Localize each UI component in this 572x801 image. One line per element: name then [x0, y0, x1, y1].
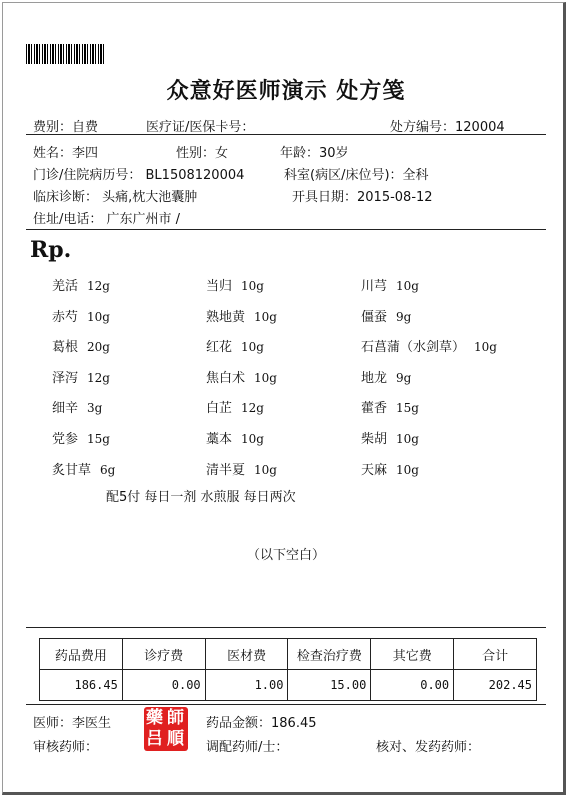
department: 科室(病区/床位号)：全科 [284, 168, 429, 183]
herb-name: 柴胡 [361, 432, 388, 447]
herb-item [52, 275, 110, 294]
fee-header: 合计 [454, 639, 537, 670]
seal-char: 順 [167, 729, 184, 749]
record-number: 门诊/住院病历号： BL1508120004 [33, 168, 245, 183]
herb-item [52, 459, 115, 478]
herb-dose: 10g [396, 462, 419, 477]
herb-name: 川芎 [361, 279, 388, 294]
address: 住址/电话： 广东广州市 / [33, 212, 181, 227]
herb-dose: 12g [87, 370, 110, 385]
fee-value: 15.00 [288, 670, 371, 701]
herb-name: 泽泻 [52, 370, 79, 386]
barcode [26, 44, 104, 64]
herb-item [361, 397, 419, 416]
herb-dose: 15g [396, 401, 419, 416]
rp-symbol: Rp. [30, 237, 72, 263]
herb-item [52, 306, 110, 325]
herb-item [52, 336, 110, 355]
diagnosis: 临床诊断： 头痛,枕大池囊肿 [33, 190, 198, 205]
fee-header: 诊疗费 [122, 639, 205, 670]
herb-dose: 9g [396, 309, 412, 324]
herb-name: 石菖蒲（水剑草） [361, 340, 466, 356]
divider [26, 704, 546, 705]
herb-dose: 9g [396, 370, 412, 385]
herb-name: 白芷 [206, 401, 233, 417]
patient-name: 姓名：李四 [33, 146, 99, 161]
herb-dose: 12g [87, 279, 110, 293]
fee-value: 202.45 [454, 670, 537, 701]
herb-name: 地龙 [361, 370, 388, 386]
patient-gender: 性别：女 [176, 146, 229, 161]
herb-name: 葛根 [52, 340, 79, 356]
herb-name: 焦白术 [206, 370, 246, 386]
medical-card-label: 医疗证/医保卡号： [146, 120, 255, 135]
fee-header: 医材费 [205, 639, 288, 670]
herb-item [361, 275, 419, 294]
herb-dose: 3g [87, 401, 103, 416]
seal-char: 師 [167, 708, 184, 728]
reviewer: 审核药师： [33, 740, 99, 755]
herb-dose: 10g [241, 340, 264, 355]
herb-name: 僵蚕 [361, 309, 388, 325]
herb-dose: 10g [396, 432, 419, 446]
herb-dose: 10g [254, 309, 277, 324]
seal-char: 吕 [146, 729, 163, 749]
herb-item [361, 428, 419, 447]
herb-item [361, 336, 497, 355]
doctor: 医师：李医生 [33, 716, 112, 731]
herb-item [206, 428, 264, 447]
drug-amount: 药品金额：186.45 [206, 716, 317, 731]
herb-item [206, 306, 277, 325]
herb-name: 羌活 [52, 279, 79, 294]
herb-dose: 20g [87, 340, 110, 355]
herb-dose: 10g [241, 432, 264, 446]
pharmacist-seal [144, 707, 188, 751]
issue-date: 开具日期：2015-08-12 [292, 190, 433, 205]
checker: 核对、发药药师： [376, 740, 481, 755]
fee-table [39, 638, 537, 701]
seal-char: 藥 [146, 708, 163, 728]
herb-name: 红花 [206, 340, 233, 356]
herb-item [361, 459, 419, 478]
herb-item [206, 459, 277, 478]
herb-dose: 10g [241, 279, 264, 293]
divider [26, 134, 546, 135]
herb-name: 清半夏 [206, 462, 246, 478]
herb-item [206, 397, 264, 416]
herb-item [52, 367, 110, 386]
fee-header: 药品费用 [40, 639, 123, 670]
fee-value: 186.45 [40, 670, 123, 701]
divider [26, 229, 546, 230]
fee-type: 费别：自费 [33, 120, 99, 135]
herb-name: 炙甘草 [52, 462, 92, 478]
divider [26, 627, 546, 628]
herb-item [52, 397, 102, 416]
herb-dose: 10g [254, 370, 277, 385]
herb-name: 藁本 [206, 432, 233, 447]
herb-item [206, 275, 264, 294]
dosage-instructions: 配5付 每日一剂 水煎服 每日两次 [106, 490, 296, 505]
fee-value: 0.00 [122, 670, 205, 701]
fee-value: 0.00 [371, 670, 454, 701]
herb-dose: 10g [396, 279, 419, 293]
herb-name: 赤芍 [52, 309, 79, 325]
fee-value: 1.00 [205, 670, 288, 701]
herb-dose: 10g [254, 462, 277, 477]
patient-age: 年龄：30岁 [280, 146, 349, 161]
herb-item [361, 367, 411, 386]
blank-note: （以下空白） [246, 548, 325, 563]
herb-name: 熟地黄 [206, 309, 246, 325]
dispenser: 调配药师/士： [206, 740, 289, 755]
herb-name: 藿香 [361, 401, 388, 417]
rx-number: 处方编号：120004 [390, 120, 505, 135]
herb-dose: 10g [474, 340, 497, 355]
fee-header: 检查治疗费 [288, 639, 371, 670]
page-title: 众意好医师演示 处方笺 [166, 78, 406, 104]
herb-item [206, 367, 277, 386]
herb-item [361, 306, 411, 325]
herb-dose: 6g [100, 462, 116, 477]
herb-item [206, 336, 264, 355]
herb-dose: 15g [87, 432, 110, 446]
herb-name: 细辛 [52, 401, 79, 417]
fee-header: 其它费 [371, 639, 454, 670]
herb-name: 当归 [206, 279, 233, 294]
herb-item [52, 428, 110, 447]
herb-name: 天麻 [361, 462, 388, 478]
herb-dose: 10g [87, 309, 110, 324]
herb-name: 党参 [52, 432, 79, 447]
herb-dose: 12g [241, 401, 264, 416]
